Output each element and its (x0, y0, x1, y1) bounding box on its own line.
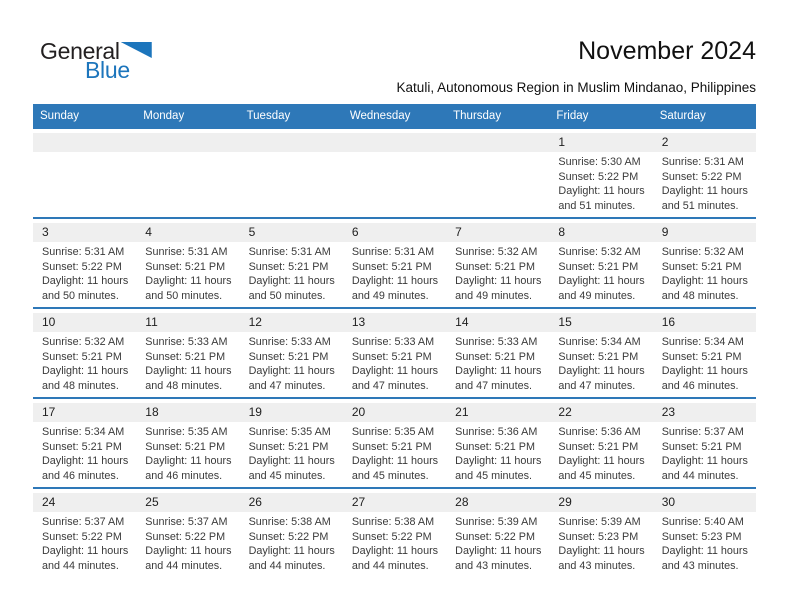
daylight-text-line2: and 44 minutes. (248, 560, 326, 573)
daylight-text-line2: and 43 minutes. (558, 560, 636, 573)
day-cell-17 (33, 422, 136, 484)
day-number-18: 18 (145, 405, 159, 419)
daylight-text-line2: and 51 minutes. (558, 200, 636, 213)
day-cell-12 (240, 332, 343, 394)
day-number-12: 12 (248, 315, 262, 329)
sunset-text: Sunset: 5:21 PM (455, 260, 535, 273)
day-number-22: 22 (558, 405, 572, 419)
daylight-text-line1: Daylight: 11 hours (455, 455, 542, 468)
sunset-text: Sunset: 5:22 PM (42, 260, 122, 273)
week-row-4 (33, 397, 756, 487)
sunrise-text: Sunrise: 5:39 AM (558, 516, 641, 528)
daylight-text-line2: and 47 minutes. (248, 380, 326, 393)
sunset-text: Sunset: 5:21 PM (248, 260, 329, 273)
page-title: November 2024 (578, 37, 756, 65)
sunrise-text: Sunrise: 5:36 AM (455, 426, 538, 438)
daylight-text-line1: Daylight: 11 hours (145, 365, 232, 378)
daylight-text-line1: Daylight: 11 hours (248, 275, 335, 288)
day-number-2: 2 (661, 135, 669, 149)
day-cell-21 (446, 422, 549, 484)
daylight-text-line1: Daylight: 11 hours (145, 455, 232, 468)
daylight-text-line2: and 44 minutes. (661, 470, 739, 483)
daylight-text-line1: Daylight: 11 hours (661, 545, 748, 558)
day-number-15: 15 (558, 315, 572, 329)
sunset-text: Sunset: 5:21 PM (661, 440, 742, 453)
general-blue-logo (40, 40, 152, 82)
sunrise-text: Sunrise: 5:35 AM (145, 426, 228, 438)
sunrise-text: Sunrise: 5:34 AM (661, 336, 744, 348)
day-number-24: 24 (42, 495, 56, 509)
daylight-text-line2: and 45 minutes. (455, 470, 532, 483)
day-number-8: 8 (558, 225, 566, 239)
day-number-29: 29 (558, 495, 572, 509)
day-content-row (33, 422, 756, 484)
daylight-text-line1: Daylight: 11 hours (558, 185, 645, 198)
day-number-25: 25 (145, 495, 159, 509)
daylight-text-line2: and 50 minutes. (42, 290, 119, 303)
day-number-28: 28 (455, 495, 469, 509)
daylight-text-line1: Daylight: 11 hours (42, 545, 129, 558)
sunrise-text: Sunrise: 5:33 AM (145, 336, 228, 348)
sunset-text: Sunset: 5:21 PM (558, 350, 639, 363)
sunset-text: Sunset: 5:22 PM (42, 530, 122, 543)
day-cell-15 (549, 332, 652, 394)
day-number-30: 30 (661, 495, 676, 509)
daylight-text-line1: Daylight: 11 hours (558, 275, 645, 288)
daylight-text-line1: Daylight: 11 hours (661, 275, 748, 288)
day-number-20: 20 (351, 405, 366, 419)
sunset-text: Sunset: 5:21 PM (455, 350, 535, 363)
daylight-text-line1: Daylight: 11 hours (351, 455, 439, 468)
sunset-text: Sunset: 5:21 PM (42, 350, 122, 363)
weekday-sunday: Sunday (40, 109, 80, 122)
day-cell-28 (446, 512, 549, 574)
empty-day-number (33, 133, 136, 152)
daylight-text-line1: Daylight: 11 hours (145, 275, 232, 288)
sunset-text: Sunset: 5:23 PM (661, 530, 742, 543)
daylight-text-line1: Daylight: 11 hours (248, 455, 335, 468)
day-cell-29 (549, 512, 652, 574)
daylight-text-line2: and 51 minutes. (661, 200, 739, 213)
sunrise-text: Sunrise: 5:31 AM (145, 246, 228, 258)
daylight-text-line2: and 50 minutes. (248, 290, 326, 303)
daylight-text-line1: Daylight: 11 hours (42, 365, 129, 378)
daylight-text-line2: and 44 minutes. (42, 560, 119, 573)
daylight-text-line2: and 44 minutes. (351, 560, 429, 573)
day-number-7: 7 (455, 225, 462, 239)
empty-day-cell (446, 152, 549, 214)
sunrise-text: Sunrise: 5:34 AM (42, 426, 125, 438)
day-number-21: 21 (455, 405, 469, 419)
week-row-1 (33, 127, 756, 217)
sunset-text: Sunset: 5:22 PM (248, 530, 329, 543)
day-cell-13 (343, 332, 446, 394)
day-cell-9 (653, 242, 756, 304)
sunrise-text: Sunrise: 5:34 AM (558, 336, 641, 348)
day-content-row (33, 512, 756, 574)
day-cell-5 (240, 242, 343, 304)
empty-day-number (136, 133, 239, 152)
week-row-5 (33, 487, 756, 577)
daylight-text-line2: and 45 minutes. (351, 470, 429, 483)
daylight-text-line2: and 43 minutes. (661, 560, 739, 573)
daylight-text-line1: Daylight: 11 hours (661, 185, 748, 198)
sunset-text: Sunset: 5:21 PM (248, 440, 329, 453)
sunset-text: Sunset: 5:21 PM (558, 260, 639, 273)
sunset-text: Sunset: 5:22 PM (455, 530, 535, 543)
day-content-row (33, 152, 756, 214)
sunset-text: Sunset: 5:21 PM (351, 350, 432, 363)
day-number-11: 11 (145, 315, 158, 329)
sunset-text: Sunset: 5:21 PM (145, 440, 226, 453)
daylight-text-line1: Daylight: 11 hours (42, 275, 129, 288)
logo-text-blue: Blue (85, 57, 130, 83)
day-number-14: 14 (455, 315, 469, 329)
weekday-monday: Monday (143, 109, 185, 122)
calendar-weeks (33, 127, 756, 577)
sunset-text: Sunset: 5:22 PM (145, 530, 226, 543)
day-number-band (33, 403, 756, 422)
daylight-text-line1: Daylight: 11 hours (455, 275, 542, 288)
daylight-text-line1: Daylight: 11 hours (558, 545, 645, 558)
daylight-text-line1: Daylight: 11 hours (661, 455, 748, 468)
daylight-text-line1: Daylight: 11 hours (248, 545, 335, 558)
day-cell-25 (136, 512, 239, 574)
sunset-text: Sunset: 5:21 PM (351, 440, 432, 453)
daylight-text-line1: Daylight: 11 hours (42, 455, 129, 468)
logo-triangle-icon (121, 42, 152, 58)
sunrise-text: Sunrise: 5:40 AM (661, 516, 744, 528)
daylight-text-line2: and 48 minutes. (145, 380, 223, 393)
daylight-text-line2: and 50 minutes. (145, 290, 223, 303)
day-number-6: 6 (351, 225, 359, 239)
day-cell-14 (446, 332, 549, 394)
day-number-27: 27 (351, 495, 366, 509)
sunset-text: Sunset: 5:21 PM (145, 350, 226, 363)
day-number-10: 10 (42, 315, 56, 329)
day-cell-19 (240, 422, 343, 484)
day-content-row (33, 242, 756, 304)
day-number-17: 17 (42, 405, 56, 419)
sunrise-text: Sunrise: 5:35 AM (248, 426, 331, 438)
empty-day-cell (136, 152, 239, 214)
sunrise-text: Sunrise: 5:32 AM (558, 246, 641, 258)
empty-day-cell (343, 152, 446, 214)
sunrise-text: Sunrise: 5:33 AM (455, 336, 538, 348)
day-cell-27 (343, 512, 446, 574)
sunrise-text: Sunrise: 5:38 AM (248, 516, 331, 528)
location-subtitle: Katuli, Autonomous Region in Muslim Mindanao, Philippines (396, 80, 756, 95)
sunset-text: Sunset: 5:21 PM (42, 440, 122, 453)
sunrise-text: Sunrise: 5:36 AM (558, 426, 641, 438)
day-cell-16 (653, 332, 756, 394)
daylight-text-line1: Daylight: 11 hours (351, 275, 439, 288)
day-number-5: 5 (248, 225, 256, 239)
day-cell-22 (549, 422, 652, 484)
sunrise-text: Sunrise: 5:31 AM (351, 246, 435, 258)
sunset-text: Sunset: 5:21 PM (455, 440, 535, 453)
daylight-text-line1: Daylight: 11 hours (455, 545, 542, 558)
sunset-text: Sunset: 5:21 PM (248, 350, 329, 363)
logo-text-general: General (40, 38, 120, 64)
day-cell-8 (549, 242, 652, 304)
sunrise-text: Sunrise: 5:37 AM (661, 426, 744, 438)
weekday-tuesday: Tuesday (246, 109, 291, 122)
daylight-text-line2: and 43 minutes. (455, 560, 532, 573)
sunset-text: Sunset: 5:21 PM (661, 350, 742, 363)
daylight-text-line1: Daylight: 11 hours (558, 365, 645, 378)
sunset-text: Sunset: 5:22 PM (351, 530, 432, 543)
sunset-text: Sunset: 5:22 PM (558, 170, 639, 183)
daylight-text-line2: and 48 minutes. (42, 380, 119, 393)
day-number-band (33, 493, 756, 512)
sunset-text: Sunset: 5:21 PM (661, 260, 742, 273)
day-cell-7 (446, 242, 549, 304)
day-number-3: 3 (42, 225, 49, 239)
day-cell-1 (549, 152, 652, 214)
day-number-band (33, 133, 756, 152)
weekday-thursday: Thursday (453, 109, 502, 122)
sunrise-text: Sunrise: 5:37 AM (42, 516, 125, 528)
day-cell-18 (136, 422, 239, 484)
day-number-band (33, 313, 756, 332)
daylight-text-line1: Daylight: 11 hours (351, 365, 439, 378)
sunrise-text: Sunrise: 5:37 AM (145, 516, 228, 528)
day-number-26: 26 (248, 495, 262, 509)
day-content-row (33, 332, 756, 394)
day-number-13: 13 (351, 315, 366, 329)
daylight-text-line2: and 46 minutes. (42, 470, 119, 483)
day-cell-10 (33, 332, 136, 394)
day-cell-24 (33, 512, 136, 574)
empty-day-cell (240, 152, 343, 214)
day-cell-26 (240, 512, 343, 574)
day-number-23: 23 (661, 405, 676, 419)
empty-day-number (446, 133, 549, 152)
weekday-header-row (33, 104, 756, 127)
sunrise-text: Sunrise: 5:33 AM (351, 336, 435, 348)
sunrise-text: Sunrise: 5:31 AM (42, 246, 125, 258)
week-row-3 (33, 307, 756, 397)
sunrise-text: Sunrise: 5:31 AM (248, 246, 331, 258)
sunset-text: Sunset: 5:21 PM (351, 260, 432, 273)
daylight-text-line2: and 47 minutes. (351, 380, 429, 393)
daylight-text-line1: Daylight: 11 hours (351, 545, 439, 558)
sunset-text: Sunset: 5:21 PM (558, 440, 639, 453)
sunrise-text: Sunrise: 5:39 AM (455, 516, 538, 528)
day-cell-4 (136, 242, 239, 304)
daylight-text-line2: and 45 minutes. (248, 470, 326, 483)
daylight-text-line1: Daylight: 11 hours (455, 365, 542, 378)
day-number-4: 4 (145, 225, 152, 239)
daylight-text-line2: and 45 minutes. (558, 470, 636, 483)
day-cell-6 (343, 242, 446, 304)
sunrise-text: Sunrise: 5:30 AM (558, 156, 641, 168)
weekday-wednesday: Wednesday (349, 109, 411, 122)
daylight-text-line2: and 47 minutes. (455, 380, 532, 393)
sunrise-text: Sunrise: 5:38 AM (351, 516, 435, 528)
day-cell-11 (136, 332, 239, 394)
day-cell-2 (653, 152, 756, 214)
daylight-text-line2: and 46 minutes. (145, 470, 223, 483)
daylight-text-line2: and 49 minutes. (351, 290, 429, 303)
day-number-9: 9 (661, 225, 669, 239)
daylight-text-line2: and 46 minutes. (661, 380, 739, 393)
sunrise-text: Sunrise: 5:32 AM (661, 246, 744, 258)
day-number-19: 19 (248, 405, 262, 419)
weekday-saturday: Saturday (659, 109, 706, 122)
daylight-text-line1: Daylight: 11 hours (661, 365, 748, 378)
daylight-text-line2: and 49 minutes. (558, 290, 636, 303)
empty-day-number (240, 133, 343, 152)
sunset-text: Sunset: 5:21 PM (145, 260, 226, 273)
day-cell-30 (653, 512, 756, 574)
daylight-text-line1: Daylight: 11 hours (145, 545, 232, 558)
day-number-1: 1 (558, 135, 566, 149)
daylight-text-line2: and 49 minutes. (455, 290, 532, 303)
day-number-band (33, 223, 756, 242)
day-number-16: 16 (661, 315, 676, 329)
weekday-friday: Friday (556, 109, 589, 122)
sunrise-text: Sunrise: 5:32 AM (42, 336, 125, 348)
sunset-text: Sunset: 5:23 PM (558, 530, 639, 543)
sunrise-text: Sunrise: 5:32 AM (455, 246, 538, 258)
daylight-text-line2: and 48 minutes. (661, 290, 739, 303)
daylight-text-line2: and 47 minutes. (558, 380, 636, 393)
daylight-text-line1: Daylight: 11 hours (248, 365, 335, 378)
day-cell-23 (653, 422, 756, 484)
sunrise-text: Sunrise: 5:35 AM (351, 426, 435, 438)
empty-day-cell (33, 152, 136, 214)
week-row-2 (33, 217, 756, 307)
sunrise-text: Sunrise: 5:33 AM (248, 336, 331, 348)
daylight-text-line1: Daylight: 11 hours (558, 455, 645, 468)
day-cell-3 (33, 242, 136, 304)
sunset-text: Sunset: 5:22 PM (661, 170, 742, 183)
empty-day-number (343, 133, 446, 152)
sunrise-text: Sunrise: 5:31 AM (661, 156, 744, 168)
daylight-text-line2: and 44 minutes. (145, 560, 223, 573)
calendar-grid (33, 104, 756, 577)
day-cell-20 (343, 422, 446, 484)
